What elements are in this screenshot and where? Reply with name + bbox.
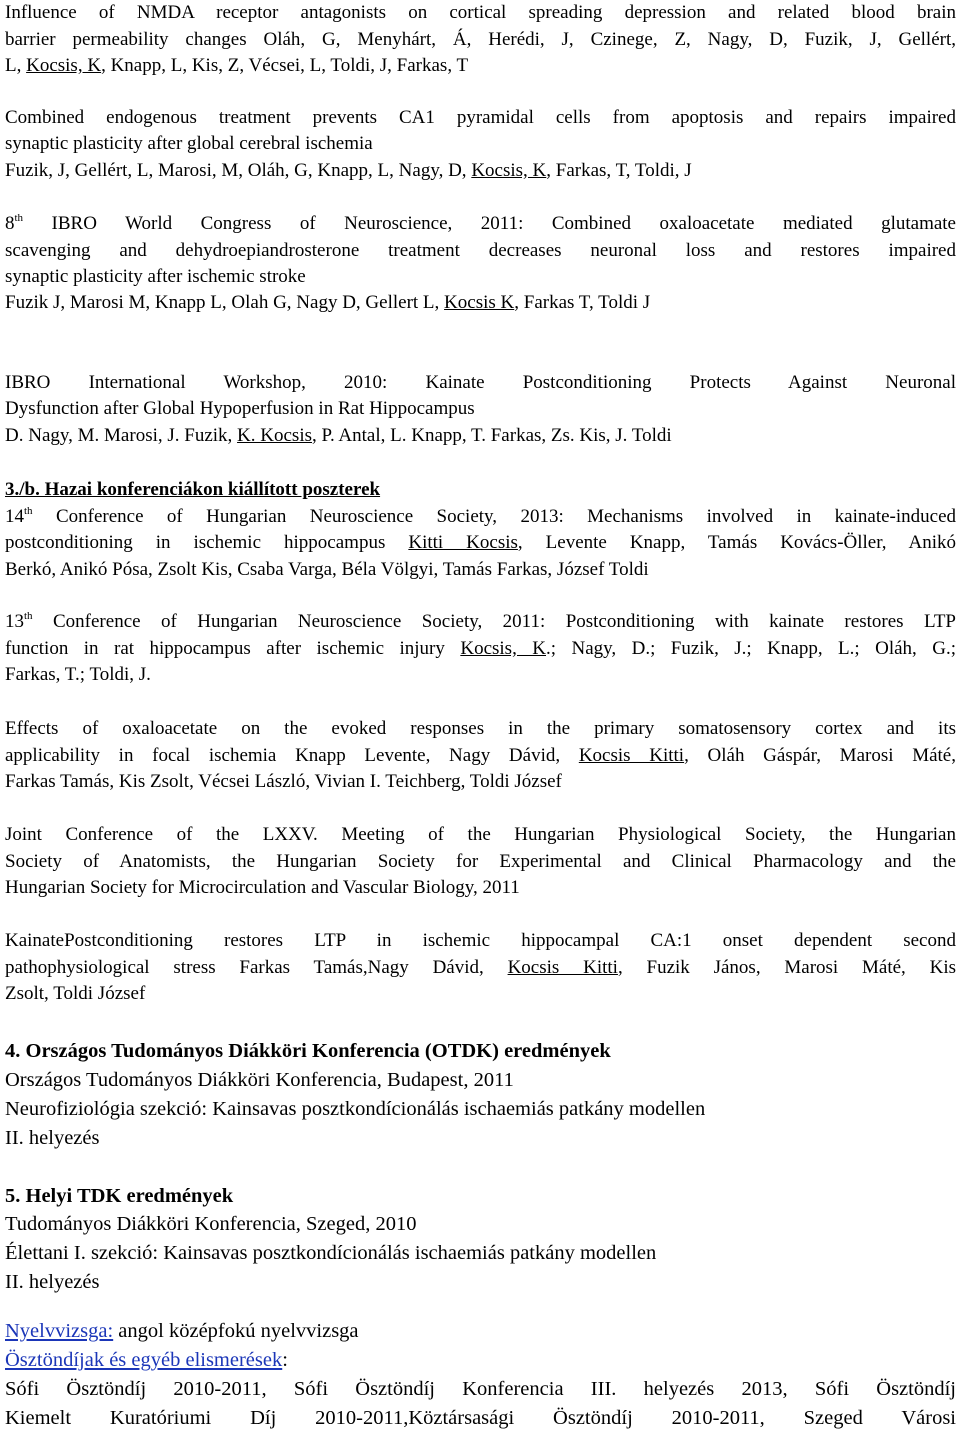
text: D. Nagy, M. Marosi, J. Fuzik, bbox=[5, 425, 238, 446]
scholarships-heading-line bbox=[5, 1347, 288, 1373]
text: : bbox=[282, 1349, 288, 1371]
conf1-line-2 bbox=[5, 238, 956, 264]
text: IBRO International Workshop, 2010: Kainate Postconditioning Protects Against Neuronal bbox=[5, 372, 956, 393]
text: applicability in focal ischemia Knapp Levente, Nagy Dávid, bbox=[5, 745, 579, 766]
poster5-line-3 bbox=[5, 981, 145, 1007]
text: Dysfunction after Global Hypoperfusion in Rat Hippocampus bbox=[5, 398, 475, 419]
text: Combined endogenous treatment prevents CA1 pyramidal cells from apoptosis and repairs impaired bbox=[5, 107, 956, 128]
text: Sófi Ösztöndíj 2010-2011, Sófi Ösztöndíj Konferencia III. helyezés 2013, Sófi Ösztöndíj bbox=[5, 1378, 956, 1400]
author-highlight: Kocsis, K bbox=[26, 55, 102, 76]
paper1-title-line-1 bbox=[5, 0, 956, 26]
conf2-authors bbox=[5, 423, 672, 449]
text: 13 bbox=[5, 611, 24, 632]
poster3-line-3 bbox=[5, 769, 562, 795]
poster2-line-2 bbox=[5, 636, 956, 662]
text: Zsolt, Toldi József bbox=[5, 983, 146, 1004]
scholarships-line-2 bbox=[5, 1405, 956, 1431]
text: Joint Conference of the LXXV. Meeting of the Hungarian Physiological Society, the Hungarian bbox=[5, 824, 956, 845]
poster4-line-2 bbox=[5, 849, 956, 875]
poster3-line-2 bbox=[5, 743, 956, 769]
conf1-authors bbox=[5, 290, 650, 316]
language-exam-link[interactable]: Nyelvvizsga: bbox=[5, 1320, 114, 1342]
poster2-line-1 bbox=[5, 609, 956, 635]
text: , Farkas T, Toldi J bbox=[514, 292, 651, 313]
heading-text: 5. Helyi TDK eredmények bbox=[5, 1185, 234, 1207]
text: barrier permeability changes Oláh, G, Menyhárt, Á, Herédi, J, Czinege, Z, Nagy, D, Fuzik, J, Gellért, bbox=[5, 29, 956, 50]
paper1-authors bbox=[5, 53, 468, 79]
superscript: th bbox=[24, 505, 33, 517]
text: Society of Anatomists, the Hungarian Society for Experimental and Clinical Pharmacology and the bbox=[5, 851, 956, 872]
poster3-line-1 bbox=[5, 716, 956, 742]
section-5-line-1 bbox=[5, 1211, 416, 1237]
text: 8 bbox=[5, 213, 15, 234]
text: Berkó, Anikó Pósa, Zsolt Kis, Csaba Varga, Béla Völgyi, Tamás Farkas, József Toldi bbox=[5, 559, 649, 580]
superscript: th bbox=[24, 610, 33, 622]
text: , Knapp, L, Kis, Z, Vécsei, L, Toldi, J, Farkas, T bbox=[101, 55, 469, 76]
text: .; Nagy, D.; Fuzik, J.; Knapp, L.; Oláh, G.; bbox=[546, 638, 956, 659]
text: synaptic plasticity after ischemic stroke bbox=[5, 266, 306, 287]
poster5-line-1 bbox=[5, 928, 956, 954]
text: Influence of NMDA receptor antagonists on cortical spreading depression and related blood brain bbox=[5, 2, 956, 23]
scholarships-link[interactable]: Ösztöndíjak és egyéb elismerések bbox=[5, 1349, 283, 1371]
paper2-title-line-2 bbox=[5, 131, 373, 157]
author-highlight: Kocsis Kitti bbox=[578, 745, 685, 766]
text: Neurofiziológia szekció: Kainsavas posztkondícionálás ischaemiás patkány modellen bbox=[5, 1098, 706, 1120]
text: II. helyezés bbox=[5, 1127, 100, 1149]
conf2-line-2 bbox=[5, 396, 475, 422]
text: , P. Antal, L. Knapp, T. Farkas, Zs. Kis, J. Toldi bbox=[312, 425, 672, 446]
section-4-line-1 bbox=[5, 1067, 514, 1093]
section-5-line-2 bbox=[5, 1240, 656, 1266]
text: postconditioning in ischemic hippocampus bbox=[5, 532, 409, 553]
author-highlight: Kocsis, K bbox=[471, 160, 547, 181]
text: IBRO World Congress of Neuroscience, 2011: Combined oxaloacetate mediated glutamate bbox=[23, 213, 956, 234]
conf1-line-3 bbox=[5, 264, 306, 290]
poster4-line-3 bbox=[5, 875, 520, 901]
text: Fuzik, J, Gellért, L, Marosi, M, Oláh, G, Knapp, L, Nagy, D, bbox=[5, 160, 472, 181]
text: 14 bbox=[5, 506, 24, 527]
paper2-title-line-1 bbox=[5, 105, 956, 131]
text: KainatePostconditioning restores LTP in ischemic hippocampal CA:1 onset dependent second bbox=[5, 930, 956, 951]
section-4-line-2 bbox=[5, 1096, 705, 1122]
text: , Farkas, T, Toldi, J bbox=[546, 160, 692, 181]
text: Farkas Tamás, Kis Zsolt, Vécsei László, Vivian I. Teichberg, Toldi József bbox=[5, 771, 562, 792]
author-highlight: Kocsis, K bbox=[460, 638, 546, 659]
poster5-line-2 bbox=[5, 955, 956, 981]
poster1-line-1 bbox=[5, 504, 956, 530]
conf1-line-1 bbox=[5, 211, 956, 237]
author-highlight: Kocsis Kitti bbox=[507, 957, 618, 978]
text: Hungarian Society for Microcirculation and Vascular Biology, 2011 bbox=[5, 877, 520, 898]
poster4-line-1 bbox=[5, 822, 956, 848]
text: Conference of Hungarian Neuroscience Society, 2013: Mechanisms involved in kainate-induced bbox=[32, 506, 956, 527]
text: , Oláh Gáspár, Marosi Máté, bbox=[684, 745, 956, 766]
conf2-line-1 bbox=[5, 370, 956, 396]
poster2-line-3 bbox=[5, 662, 151, 688]
text: Kiemelt Kuratóriumi Díj 2010-2011,Köztársasági Ösztöndíj 2010-2011, Szeged Városi bbox=[5, 1407, 956, 1429]
text: Országos Tudományos Diákköri Konferencia, Budapest, 2011 bbox=[5, 1069, 514, 1091]
text: II. helyezés bbox=[5, 1271, 100, 1293]
text: scavenging and dehydroepiandrosterone treatment decreases neuronal loss and restores impaired bbox=[5, 240, 956, 261]
text: synaptic plasticity after global cerebral ischemia bbox=[5, 133, 373, 154]
text: , Levente Knapp, Tamás Kovács-Öller, Anikó bbox=[517, 532, 956, 553]
text: Farkas, T.; Toldi, J. bbox=[5, 664, 151, 685]
text: , Fuzik János, Marosi Máté, Kis bbox=[617, 957, 957, 978]
paper1-title-line-2 bbox=[5, 27, 956, 53]
heading-text: 4. Országos Tudományos Diákköri Konferencia (OTDK) eredmények bbox=[5, 1040, 611, 1062]
author-highlight: Kocsis K bbox=[444, 292, 515, 313]
text: L, bbox=[5, 55, 27, 76]
section-4-line-3 bbox=[5, 1125, 99, 1151]
text: pathophysiological stress Farkas Tamás,Nagy Dávid, bbox=[5, 957, 508, 978]
text: angol középfokú nyelvvizsga bbox=[113, 1320, 359, 1342]
section-5-line-3 bbox=[5, 1269, 99, 1295]
superscript: th bbox=[14, 212, 24, 224]
author-highlight: Kitti Kocsis bbox=[408, 532, 518, 553]
paper2-authors bbox=[5, 158, 692, 184]
poster1-line-2 bbox=[5, 530, 956, 556]
author-highlight: K. Kocsis bbox=[237, 425, 312, 446]
text: Tudományos Diákköri Konferencia, Szeged, 2010 bbox=[5, 1213, 417, 1235]
section-4-heading bbox=[5, 1038, 611, 1064]
section-5-heading bbox=[5, 1183, 233, 1209]
text: Fuzik J, Marosi M, Knapp L, Olah G, Nagy D, Gellert L, bbox=[5, 292, 445, 313]
text: Conference of Hungarian Neuroscience Society, 2011: Postconditioning with kainate restores LTP bbox=[32, 611, 956, 632]
heading-text: 3./b. Hazai konferenciákon kiállított poszterek bbox=[5, 479, 381, 500]
text: Élettani I. szekció: Kainsavas posztkondícionálás ischaemiás patkány modellen bbox=[5, 1242, 657, 1264]
language-exam-line bbox=[5, 1318, 359, 1344]
text: function in rat hippocampus after ischemic injury bbox=[5, 638, 461, 659]
text: Effects of oxaloacetate on the evoked responses in the primary somatosensory cortex and its bbox=[5, 718, 956, 739]
scholarships-line-1 bbox=[5, 1376, 956, 1402]
poster1-line-3 bbox=[5, 557, 649, 583]
section-3b-heading bbox=[5, 477, 380, 503]
